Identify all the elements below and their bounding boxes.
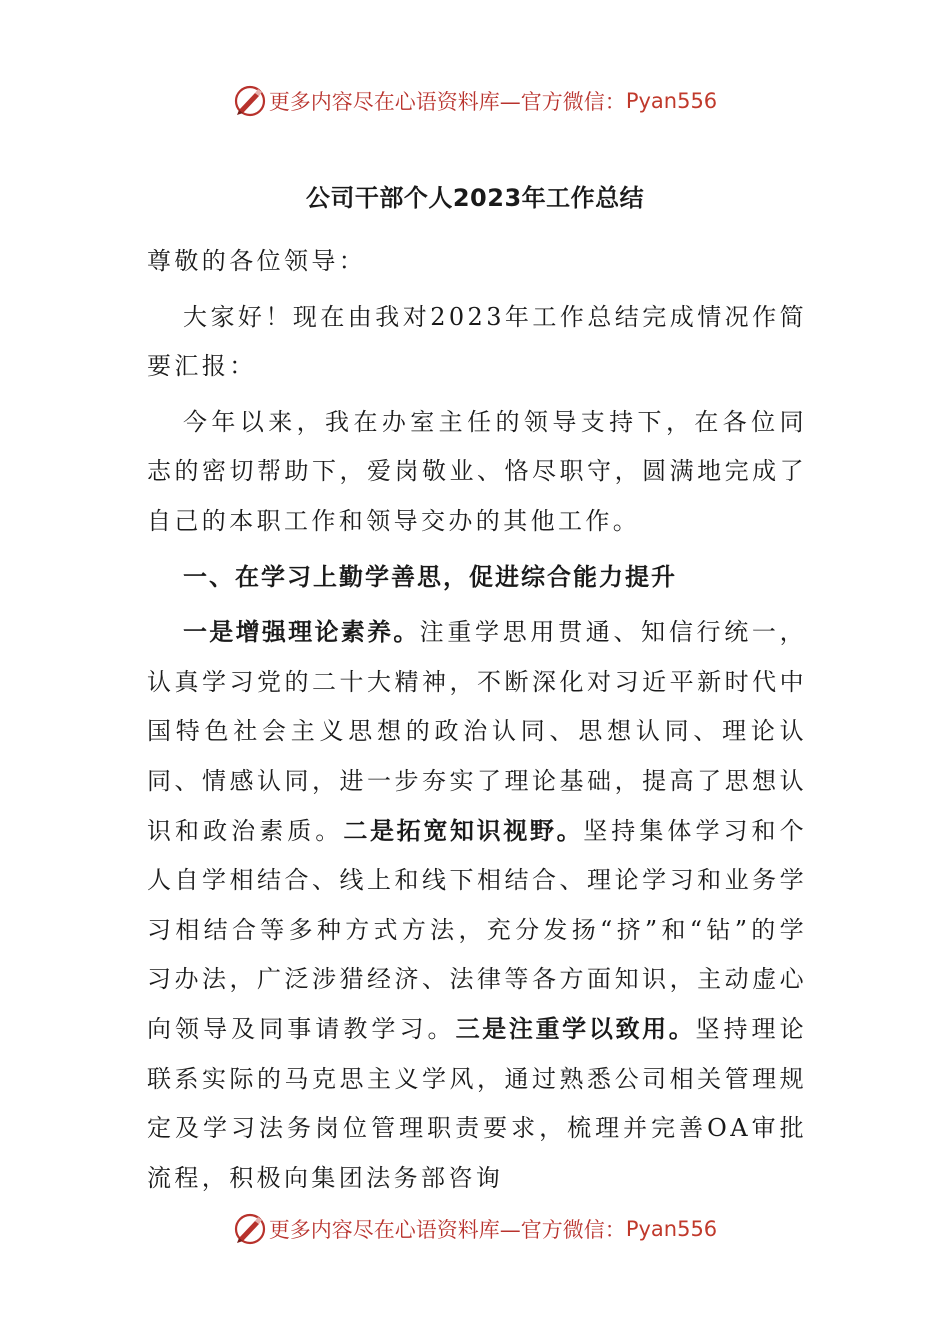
footer-banner <box>0 1212 950 1246</box>
pen-logo-icon <box>233 1212 267 1246</box>
document-title: 公司干部个人2023年工作总结 <box>305 184 645 212</box>
banner-wechat-id: Pyan556 <box>625 89 718 113</box>
section-heading-1: 一、在学习上勤学善思，促进综合能力提升 <box>183 562 677 591</box>
point-3-text: 坚持理论联系实际的马克思主义学风，通过熟悉公司相关管理规定及学习法务岗位管理职责要求，梳理并完善OA审批流程，积极向集团法务部咨询 <box>147 1014 808 1192</box>
point-2-text: 坚持集体学习和个人自学相结合、线上和线下相结合、理论学习和业务学习相结合等多种方式方法，充分发扬“挤”和“钻”的学习办法，广泛涉猎经济、法律等各方面知识，主动虚心向领导及同事请教学习。 <box>147 816 808 1043</box>
banner-text: 更多内容尽在心语资料库—官方微信： <box>268 90 626 114</box>
intro-paragraph: 大家好！现在由我对2023年工作总结完成情况作简要汇报： <box>147 302 807 381</box>
point-1-text: 注重学思用贯通、知信行统一，认真学习党的二十大精神，不断深化对习近平新时代中国特色社会主义思想的政治认同、思想认同、理论认同、情感认同，进一步夯实了理论基础，提高了思想认识和政治素质。 <box>147 618 808 845</box>
point-2-label: 二是拓宽知识视野。 <box>343 816 584 845</box>
point-3-label: 三是注重学以致用。 <box>455 1014 696 1043</box>
document-body <box>147 237 807 1203</box>
salutation: 尊敬的各位领导： <box>147 247 367 275</box>
header-banner <box>0 84 950 118</box>
banner-wechat-id: Pyan556 <box>625 1217 718 1241</box>
opening-paragraph: 今年以来，我在办室主任的领导支持下，在各位同志的密切帮助下，爱岗敬业、恪尽职守，圆满地完成了自己的本职工作和领导交办的其他工作。 <box>147 407 807 535</box>
study-paragraph <box>147 608 807 1203</box>
point-1-label: 一是增强理论素养。 <box>183 618 420 647</box>
pen-logo-icon <box>233 84 267 118</box>
banner-text: 更多内容尽在心语资料库—官方微信： <box>268 1218 626 1242</box>
